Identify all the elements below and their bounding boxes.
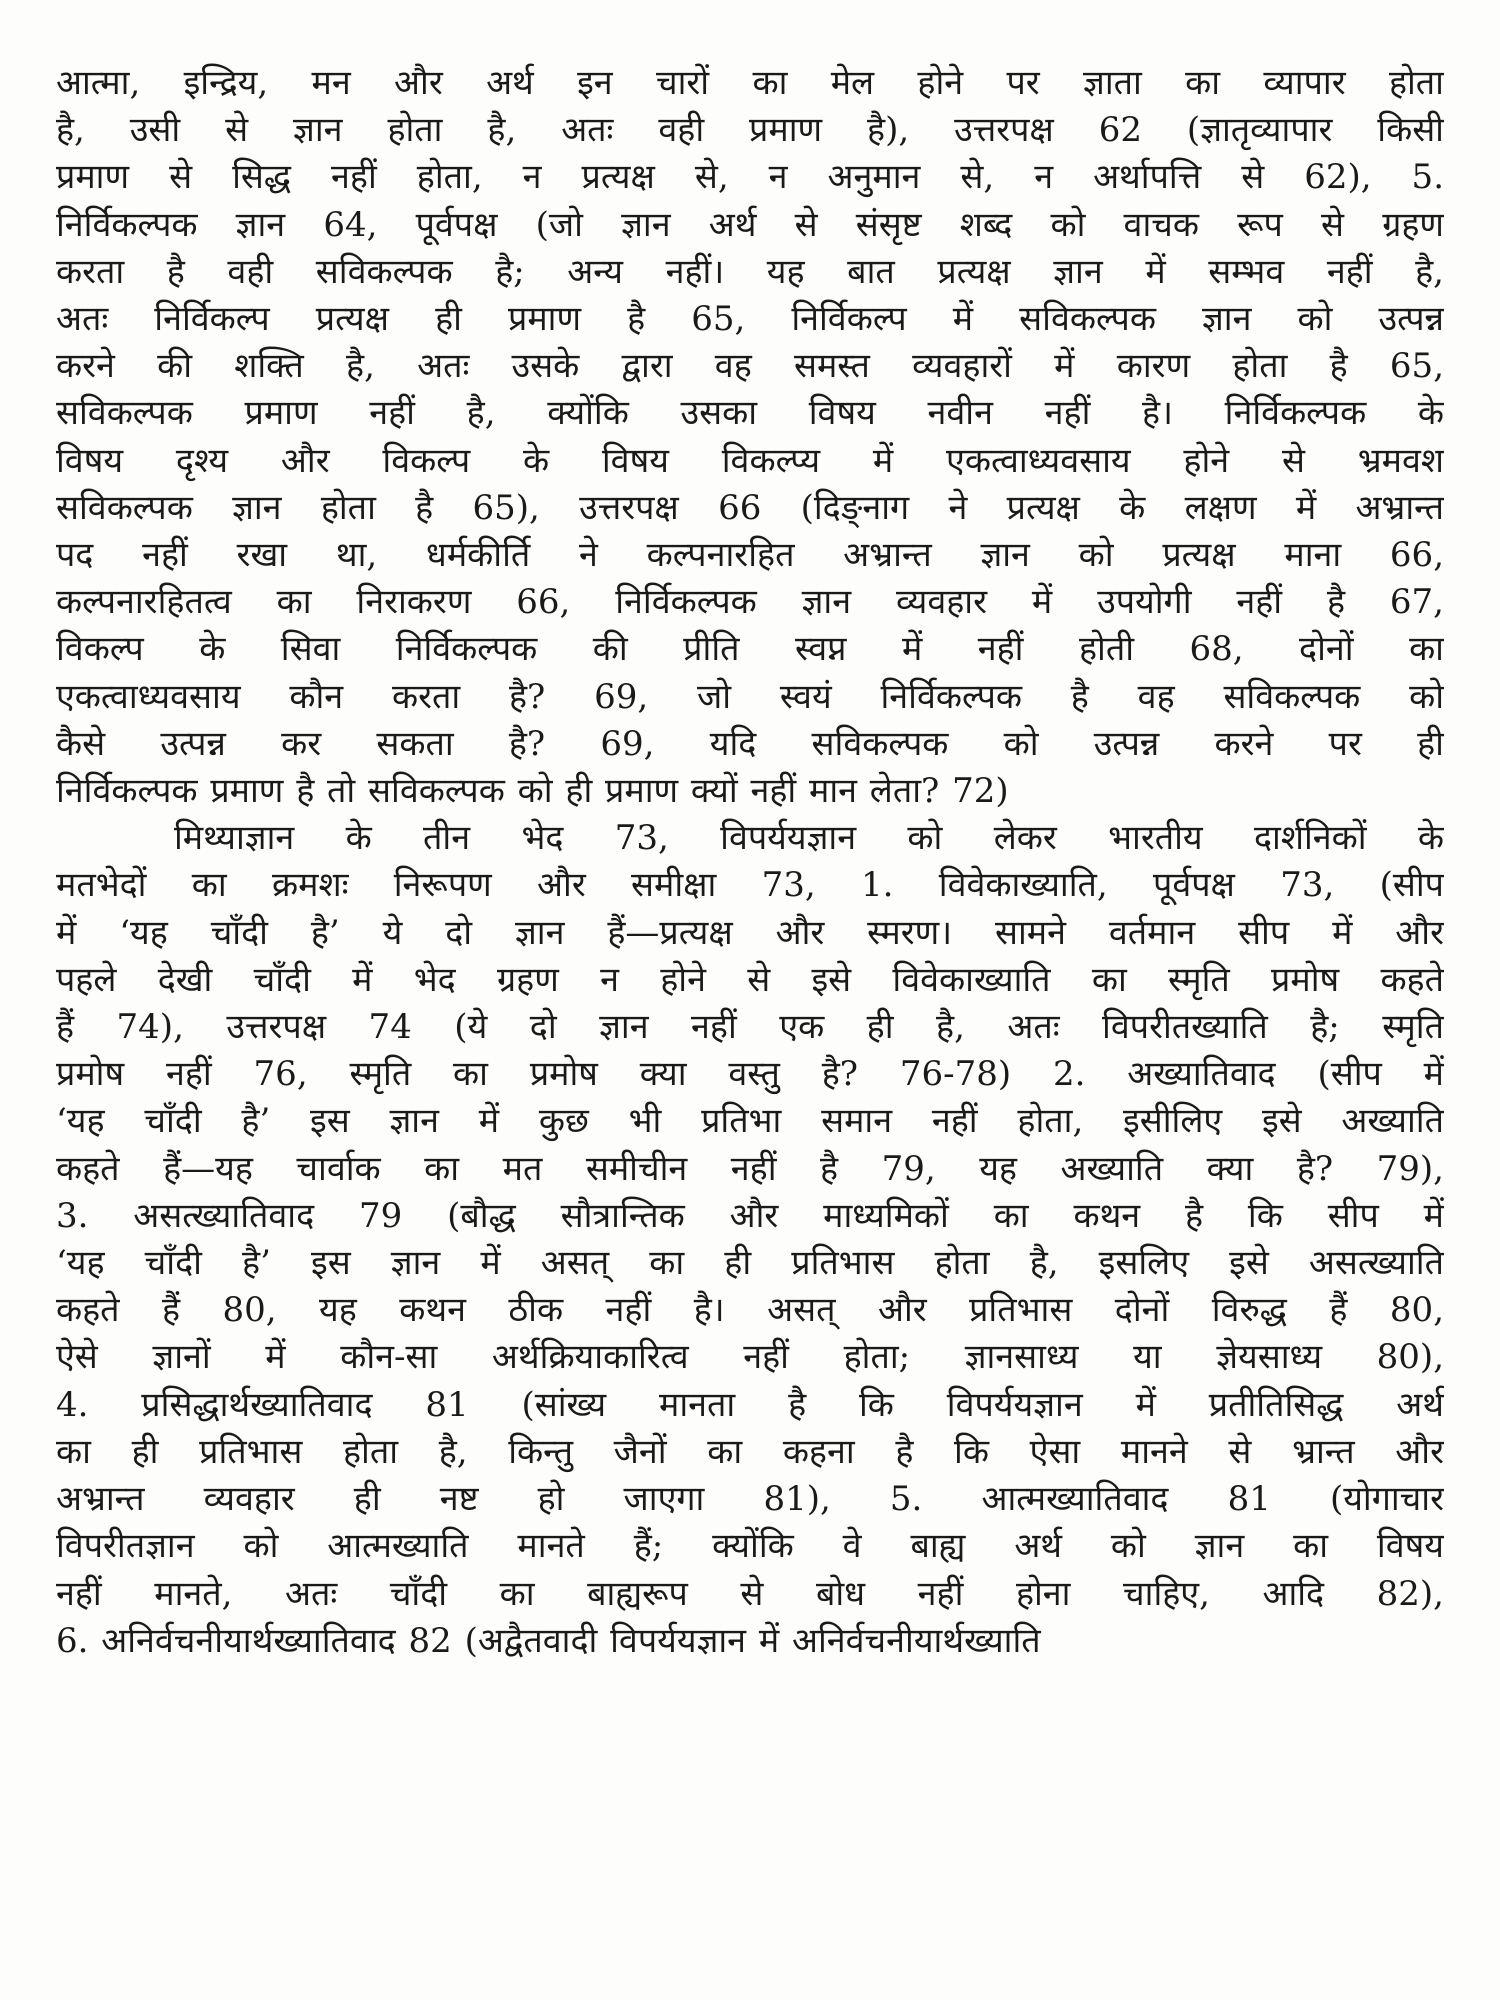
text-line: प्रमाण से सिद्ध नहीं होता, न प्रत्यक्ष से, न अनुमान से, न अर्थापत्ति से 62), 5.	[56, 157, 1444, 198]
text-line: प्रमोष नहीं 76, स्मृति का प्रमोष क्या वस्तु है? 76-78) 2. अख्यातिवाद (सीप में	[56, 1054, 1444, 1095]
text-line: कहते हैं—यह चार्वाक का मत समीचीन नहीं है 79, यह अख्याति क्या है? 79),	[56, 1148, 1444, 1189]
text-line: कहते हैं 80, यह कथन ठीक नहीं है। असत् और प्रतिभास दोनों विरुद्ध हैं 80,	[56, 1290, 1444, 1331]
paragraph-p2	[56, 815, 1444, 1665]
text-line: ‘यह चाँदी है’ इस ज्ञान में कुछ भी प्रतिभा समान नहीं होता, इसीलिए इसे अख्याति	[56, 1101, 1444, 1142]
text-line: पद नहीं रखा था, धर्मकीर्ति ने कल्पनारहित अभ्रान्त ज्ञान को प्रत्यक्ष माना 66,	[56, 535, 1444, 576]
paragraph-p1	[56, 60, 1444, 815]
text-line: ‘यह चाँदी है’ इस ज्ञान में असत् का ही प्रतिभास होता है, इसलिए इसे असत्ख्याति	[56, 1243, 1444, 1284]
text-line: अभ्रान्त व्यवहार ही नष्ट हो जाएगा 81), 5. आत्मख्यातिवाद 81 (योगाचार	[56, 1479, 1444, 1520]
text-line: सविकल्पक प्रमाण नहीं है, क्योंकि उसका विषय नवीन नहीं है। निर्विकल्पक के	[56, 393, 1444, 434]
text-line: पहले देखी चाँदी में भेद ग्रहण न होने से इसे विवेकाख्याति का स्मृति प्रमोष कहते	[56, 959, 1444, 1000]
text-line: निर्विकल्पक प्रमाण है तो सविकल्पक को ही प्रमाण क्यों नहीं मान लेता? 72)	[56, 771, 1009, 812]
text-line: का ही प्रतिभास होता है, किन्तु जैनों का कहना है कि ऐसा मानने से भ्रान्त और	[56, 1431, 1444, 1472]
text-line: आत्मा, इन्द्रिय, मन और अर्थ इन चारों का मेल होने पर ज्ञाता का व्यापार होता	[56, 63, 1444, 103]
text-line: कैसे उत्पन्न कर सकता है? 69, यदि सविकल्पक को उत्पन्न करने पर ही	[56, 723, 1444, 764]
text-line: ऐसे ज्ञानों में कौन-सा अर्थक्रियाकारित्व नहीं होता; ज्ञानसाध्य या ज्ञेयसाध्य 80),	[56, 1337, 1444, 1378]
text-line: विकल्प के सिवा निर्विकल्पक की प्रीति स्वप्न में नहीं होती 68, दोनों का	[56, 629, 1444, 670]
page-text-block	[56, 60, 1444, 1665]
text-line: करने की शक्ति है, अतः उसके द्वारा वह समस्त व्यवहारों में कारण होता है 65,	[56, 346, 1444, 387]
text-line: में ‘यह चाँदी है’ ये दो ज्ञान हैं—प्रत्यक्ष और स्मरण। सामने वर्तमान सीप में और	[56, 912, 1444, 953]
text-line: 3. असत्ख्यातिवाद 79 (बौद्ध सौत्रान्तिक और माध्यमिकों का कथन है कि सीप में	[56, 1195, 1444, 1236]
text-line: कल्पनारहितत्व का निराकरण 66, निर्विकल्पक ज्ञान व्यवहार में उपयोगी नहीं है 67,	[56, 582, 1444, 623]
text-line: नहीं मानते, अतः चाँदी का बाह्यरूप से बोध नहीं होना चाहिए, आदि 82),	[56, 1573, 1444, 1614]
text-line: एकत्वाध्यवसाय कौन करता है? 69, जो स्वयं निर्विकल्पक है वह सविकल्पक को	[56, 676, 1444, 717]
text-line: 4. प्रसिद्धार्थख्यातिवाद 81 (सांख्य मानता है कि विपर्ययज्ञान में प्रतीतिसिद्ध अर्थ	[56, 1384, 1444, 1425]
text-line: विपरीतज्ञान को आत्मख्याति मानते हैं; क्योंकि वे बाह्य अर्थ को ज्ञान का विषय	[56, 1526, 1444, 1567]
text-line: करता है वही सविकल्पक है; अन्य नहीं। यह बात प्रत्यक्ष ज्ञान में सम्भव नहीं है,	[56, 251, 1444, 292]
text-line: अतः निर्विकल्प प्रत्यक्ष ही प्रमाण है 65, निर्विकल्प में सविकल्पक ज्ञान को उत्पन्न	[56, 299, 1444, 340]
text-line: निर्विकल्पक ज्ञान 64, पूर्वपक्ष (जो ज्ञान अर्थ से संसृष्ट शब्द को वाचक रूप से ग्रहण	[56, 204, 1444, 245]
text-line: हैं 74), उत्तरपक्ष 74 (ये दो ज्ञान नहीं एक ही है, अतः विपरीतख्याति है; स्मृति	[56, 1007, 1444, 1048]
text-line: विषय दृश्य और विकल्प के विषय विकल्प्य में एकत्वाध्यवसाय होने से भ्रमवश	[56, 440, 1444, 481]
text-line: है, उसी से ज्ञान होता है, अतः वही प्रमाण है), उत्तरपक्ष 62 (ज्ञातृव्यापार किसी	[56, 110, 1444, 151]
text-line: सविकल्पक ज्ञान होता है 65), उत्तरपक्ष 66 (दिङ्नाग ने प्रत्यक्ष के लक्षण में अभ्रान्त	[56, 487, 1444, 528]
text-line: 6. अनिर्वचनीयार्थख्यातिवाद 82 (अद्वैतवादी विपर्ययज्ञान में अनिर्वचनीयार्थख्याति	[56, 1620, 1041, 1661]
text-line: मतभेदों का क्रमशः निरूपण और समीक्षा 73, 1. विवेकाख्याति, पूर्वपक्ष 73, (सीप	[56, 865, 1444, 906]
text-line: मिथ्याज्ञान के तीन भेद 73, विपर्ययज्ञान को लेकर भारतीय दार्शनिकों के	[174, 818, 1444, 859]
